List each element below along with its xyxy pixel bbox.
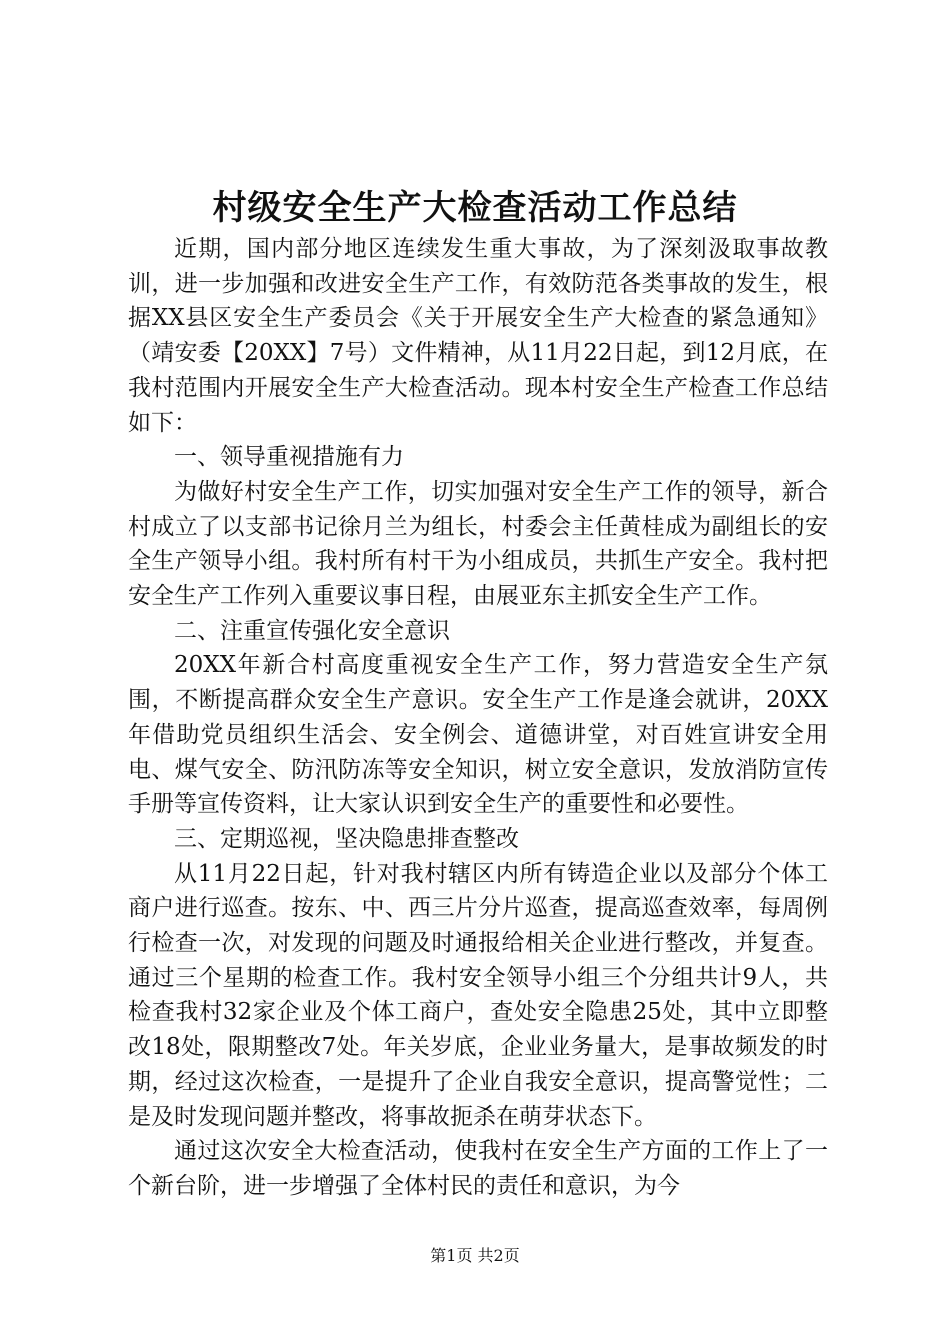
intro-paragraph: 近期，国内部分地区连续发生重大事故，为了深刻汲取事故教训，进一步加强和改进安全生产工作，有效防范各类事故的发生，根据XX县区安全生产委员会《关于开展安全生产大检查的紧急通知》（靖安委【20XX】7号）文件精神，从11月22日起，到12月底，在我村范围内开展安全生产大检查活动。现本村安全生产检查工作总结如下： [128, 236, 828, 436]
document-body [128, 232, 828, 1204]
section-heading-3: 三、定期巡视，坚决隐患排查整改 [174, 825, 519, 852]
document-title: 村级安全生产大检查活动工作总结 [212, 188, 738, 228]
closing-paragraph: 通过这次安全大检查活动，使我村在安全生产方面的工作上了一个新台阶，进一步增强了全体村民的责任和意识，为今 [128, 1138, 828, 1199]
section-heading-2: 二、注重宣传强化安全意识 [174, 617, 450, 644]
section-paragraph-1: 为做好村安全生产工作，切实加强对安全生产工作的领导，新合村成立了以支部书记徐月兰为组长，村委会主任黄桂成为副组长的安全生产领导小组。我村所有村干为小组成员，共抓生产安全。我村把安全生产工作列入重要议事日程，由展亚东主抓安全生产工作。 [128, 478, 828, 610]
section-paragraph-3: 从11月22日起，针对我村辖区内所有铸造企业以及部分个体工商户进行巡查。按东、中、西三片分片巡查，提高巡查效率，每周例行检查一次，对发现的问题及时通报给相关企业进行整改，并复查。通过三个星期的检查工作。我村安全领导小组三个分组共计9人，共检查我村32家企业及个体工商户，查处安全隐患25处，其中立即整改18处，限期整改7处。年关岁底，企业业务量大，是事故频发的时期，经过这次检查，一是提升了企业自我安全意识，提高警觉性；二是及时发现问题并整改，将事故扼杀在萌芽状态下。 [128, 860, 828, 1130]
section-paragraph-2: 20XX年新合村高度重视安全生产工作，努力营造安全生产氛围，不断提高群众安全生产意识。安全生产工作是逢会就讲，20XX年借助党员组织生活会、安全例会、道德讲堂，对百姓宣讲安全用电、煤气安全、防汛防冻等安全知识，树立安全意识，发放消防宣传手册等宣传资料，让大家认识到安全生产的重要性和必要性。 [128, 652, 828, 818]
page-footer: 第1页 共2页 [430, 1246, 520, 1265]
section-heading-1: 一、领导重视措施有力 [174, 444, 404, 471]
